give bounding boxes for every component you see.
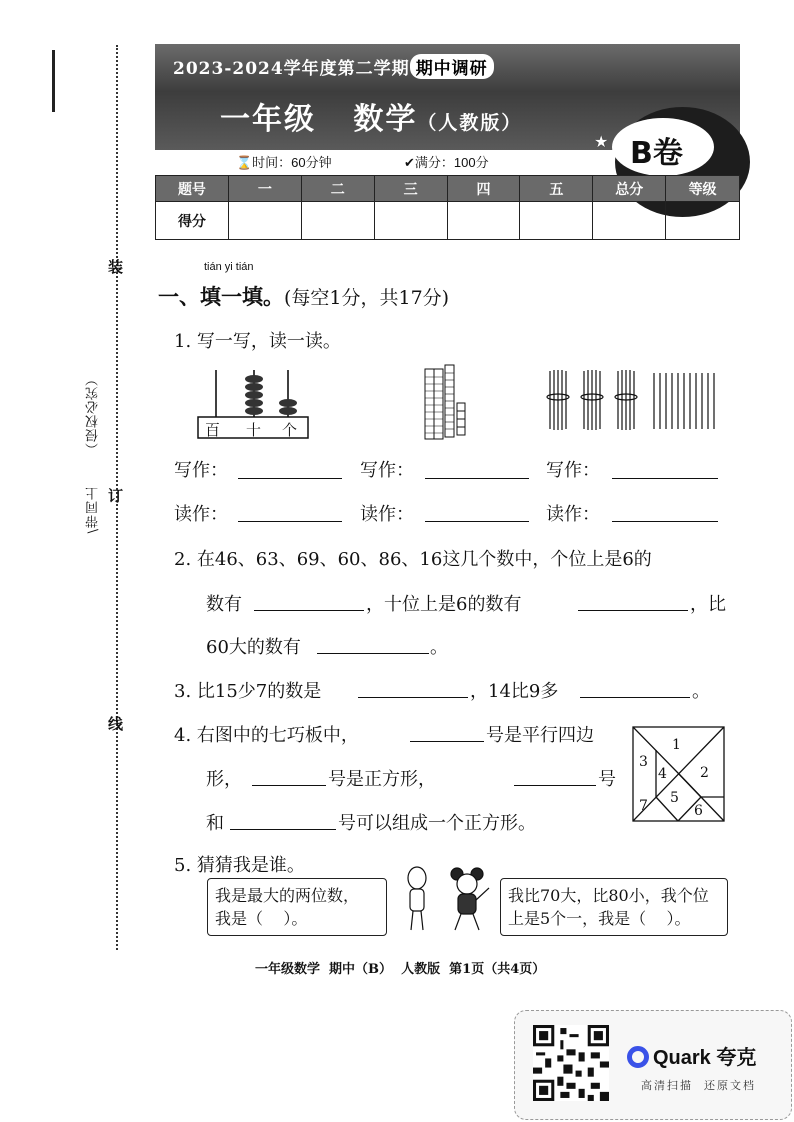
section-pinyin: tián yi tián: [204, 261, 254, 273]
riddle-1-line-2[interactable]: 我是（ ）。: [215, 909, 308, 928]
tangram-label: 7: [639, 798, 648, 814]
q3-b: ，14比9多: [470, 681, 559, 702]
q2-line2-b: ，十位上是6的数有: [366, 594, 522, 615]
q2-blank-3[interactable]: [317, 653, 429, 654]
q4-line2-c: 号: [598, 769, 616, 790]
term-text: 2023-2024学年度第二学期: [173, 59, 410, 79]
header-cell: 一: [228, 176, 301, 202]
abacus-label-ones: 个: [282, 421, 298, 439]
q3-c: 。: [692, 681, 710, 702]
paper-version-label: B卷: [630, 136, 683, 171]
q2-blank-2[interactable]: [578, 610, 688, 611]
q2-line1: 2. 在46、63、69、60、86、16这几个数中，个位上是6的: [174, 549, 652, 570]
q2-line3-a: 60大的数有: [206, 637, 301, 658]
q1-write-label-2: 写作：: [360, 460, 414, 481]
q2-blank-1[interactable]: [254, 610, 364, 611]
q1-read-label-2: 读作：: [360, 504, 414, 525]
margin-note: （侵权必究）: [86, 372, 101, 456]
tangram-label: 2: [700, 765, 709, 781]
riddle-2-line-1: 我比70大，比80小，我个位: [508, 886, 709, 905]
tangram-label: 3: [639, 754, 648, 770]
score-cell[interactable]: [301, 202, 374, 240]
q4-line3-a: 和: [206, 813, 224, 834]
quark-brand: Quark 夸克: [653, 1047, 757, 1069]
qr-code-icon: [533, 1023, 609, 1103]
sticks-figure: [544, 367, 726, 433]
quark-logo: [627, 1041, 756, 1070]
riddle-bubble-1: [207, 878, 387, 936]
q4-blank-4[interactable]: [230, 829, 336, 830]
quark-tagline: 高清扫描 还原文档: [641, 1079, 756, 1092]
q2-line2-c: ，比: [690, 594, 726, 615]
page-footer: 一年级数学 期中（B） 人教版 第1页（共4页）: [255, 962, 546, 977]
q4-line3-b: 号可以组成一个正方形。: [338, 813, 536, 834]
quark-watermark: [514, 1010, 792, 1120]
q3-a: 3. 比15少7的数是: [174, 681, 322, 702]
bead: [279, 407, 297, 415]
q1-write-label-3: 写作：: [546, 460, 600, 481]
paper-title: [220, 94, 522, 138]
header-cell: 四: [447, 176, 520, 202]
margin-note-2: \带同上: [86, 486, 101, 534]
q1-read-label-1: 读作：: [174, 504, 228, 525]
q3-blank-2[interactable]: [580, 697, 690, 698]
header-cell: 等级: [666, 176, 740, 202]
tangram-label: 6: [694, 803, 703, 819]
q1-read-blank-1[interactable]: [238, 521, 342, 522]
header-cell: 三: [374, 176, 447, 202]
score-table-row: [156, 202, 740, 240]
header-cell: 二: [301, 176, 374, 202]
section-heading: 一、填一填。: [158, 284, 284, 309]
score-table-header: [156, 176, 740, 202]
q4-line1-a: 4. 右图中的七巧板中，: [174, 725, 359, 746]
q4-line1-b: 号是平行四边: [486, 725, 594, 746]
margin-char-xian: 线: [108, 715, 124, 733]
bead: [245, 407, 263, 415]
tangram-label: 4: [658, 766, 667, 782]
tangram-figure: [632, 726, 725, 822]
full-score-info: ✔满分：100分: [404, 155, 489, 170]
bead: [245, 375, 263, 383]
q2-line2-a: 数有: [206, 594, 242, 615]
score-cell[interactable]: [666, 202, 740, 240]
q4-line2-a: 形，: [206, 769, 242, 790]
exam-type-badge: 期中调研: [410, 54, 494, 79]
q1-write-blank-3[interactable]: [612, 478, 718, 479]
score-cell[interactable]: [593, 202, 666, 240]
q1-write-label-1: 写作：: [174, 460, 228, 481]
riddle-1-line-1: 我是最大的两位数，: [215, 886, 360, 905]
q2-line3-b: 。: [430, 637, 448, 658]
star-icon: ★: [594, 132, 609, 151]
q4-line2-b: 号是正方形，: [328, 769, 436, 790]
header-cell: 总分: [593, 176, 666, 202]
riddle-bubble-2: [500, 878, 728, 936]
score-cell[interactable]: [447, 202, 520, 240]
q4-blank-1[interactable]: [410, 741, 484, 742]
q1-read-blank-3[interactable]: [612, 521, 718, 522]
tangram-label: 1: [672, 737, 681, 753]
section-title: [158, 281, 449, 311]
q1-read-blank-2[interactable]: [425, 521, 529, 522]
score-cell[interactable]: [520, 202, 593, 240]
header-cell: 五: [520, 176, 593, 202]
q1-stem: 1. 写一写，读一读。: [174, 331, 341, 352]
edition: （人教版）: [417, 112, 523, 134]
riddle-2-line-2[interactable]: 上是5个一，我是（ ）。: [508, 909, 691, 928]
q3-blank-1[interactable]: [358, 697, 468, 698]
q4-blank-3[interactable]: [514, 785, 596, 786]
margin-bar: [52, 50, 55, 112]
q1-write-blank-1[interactable]: [238, 478, 342, 479]
q5-stem: 5. 猜猜我是谁。: [174, 855, 305, 876]
q1-read-label-3: 读作：: [546, 504, 600, 525]
margin-char-zhuang: 装: [108, 258, 124, 276]
margin-char-ding: 订: [108, 487, 124, 505]
q1-write-blank-2[interactable]: [425, 478, 529, 479]
tangram-label: 5: [670, 790, 679, 806]
term-line: [173, 54, 494, 79]
blocks-figure: [420, 363, 472, 441]
time-info: ⌛时间：60分钟: [236, 155, 332, 170]
abacus-label-hundreds: 百: [205, 421, 221, 439]
score-cell[interactable]: [374, 202, 447, 240]
grade-subject: 一年级 数学: [220, 102, 418, 137]
bead: [245, 399, 263, 407]
score-cell[interactable]: [228, 202, 301, 240]
score-table: [155, 175, 740, 240]
header-cell: 题号: [156, 176, 229, 202]
q4-blank-2[interactable]: [252, 785, 326, 786]
section-points: (每空1分，共17分): [284, 287, 450, 309]
row-label: 得分: [156, 202, 229, 240]
bead: [245, 391, 263, 399]
bead: [279, 399, 297, 407]
bead: [245, 383, 263, 391]
cartoon-characters: [397, 860, 495, 936]
abacus-label-tens: 十: [246, 421, 262, 439]
quark-logo-icon: [627, 1046, 649, 1068]
